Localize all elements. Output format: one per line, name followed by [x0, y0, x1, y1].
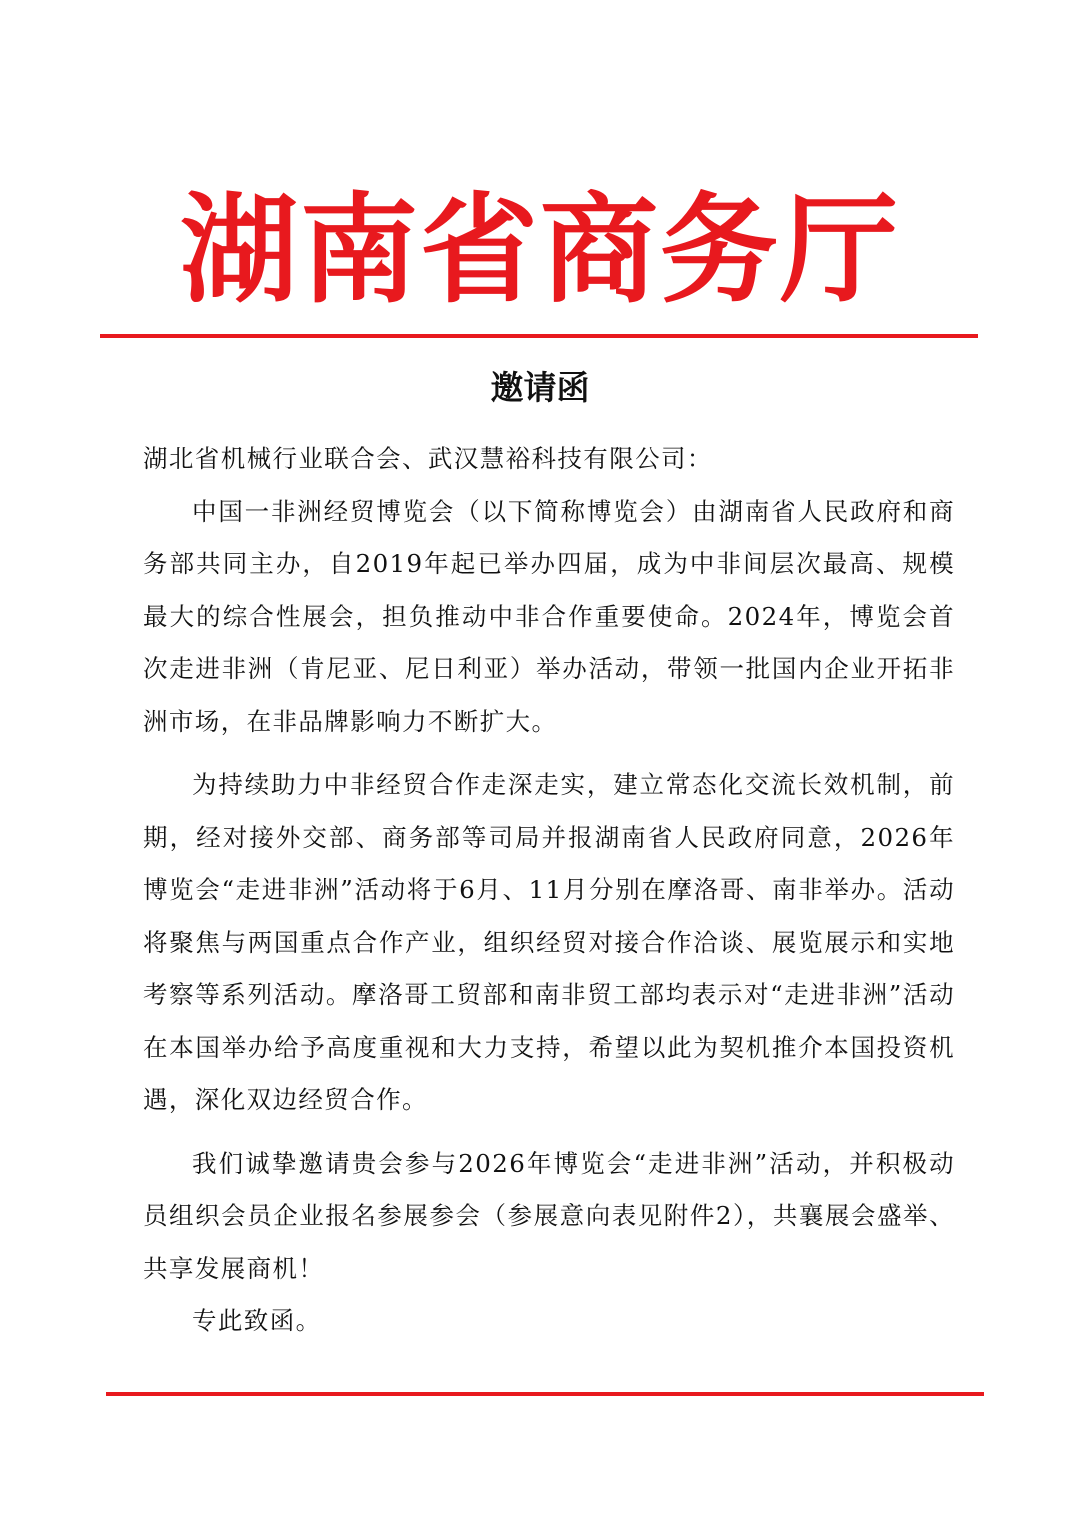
masthead-organization-title: 湖南省商务厅 — [179, 181, 900, 319]
letter-body — [143, 433, 955, 1348]
document-title: 邀请函 — [490, 368, 590, 407]
paragraph-invitation: 我们诚挚邀请贵会参与2026年博览会“走进非洲”活动，并积极动员组织会员企业报名参展参会（参展意向表见附件2），共襄展会盛举、共享发展商机！ — [143, 1148, 955, 1283]
salutation: 湖北省机械行业联合会、武汉慧裕科技有限公司： — [143, 444, 713, 473]
masthead-red-divider — [100, 334, 978, 338]
paragraph-closing: 专此致函。 — [192, 1306, 322, 1335]
footer-red-divider — [106, 1392, 984, 1396]
paragraph-activity-plan: 为持续助力中非经贸合作走深走实，建立常态化交流长效机制，前期，经对接外交部、商务部等司局并报湖南省人民政府同意，2026年博览会“走进非洲”活动将于6月、11月分别在摩洛哥、南非举办。活动将聚焦与两国重点合作产业，组织经贸对接合作洽谈、展览展示和实地考察等系列活动。摩洛哥工贸部和南非贸工部均表示对“走进非洲”活动在本国举办给予高度重视和大力支持，希望以此为契机推介本国投资机遇，深化双边经贸合作。 — [143, 770, 955, 1114]
paragraph-expo-introduction: 中国一非洲经贸博览会（以下简称博览会）由湖南省人民政府和商务部共同主办，自2019年起已举办四届，成为中非间层次最高、规模最大的综合性展会，担负推动中非合作重要使命。2024年，博览会首次走进非洲（肯尼亚、尼日利亚）举办活动，带领一批国内企业开拓非洲市场，在非品牌影响力不断扩大。 — [143, 496, 955, 736]
